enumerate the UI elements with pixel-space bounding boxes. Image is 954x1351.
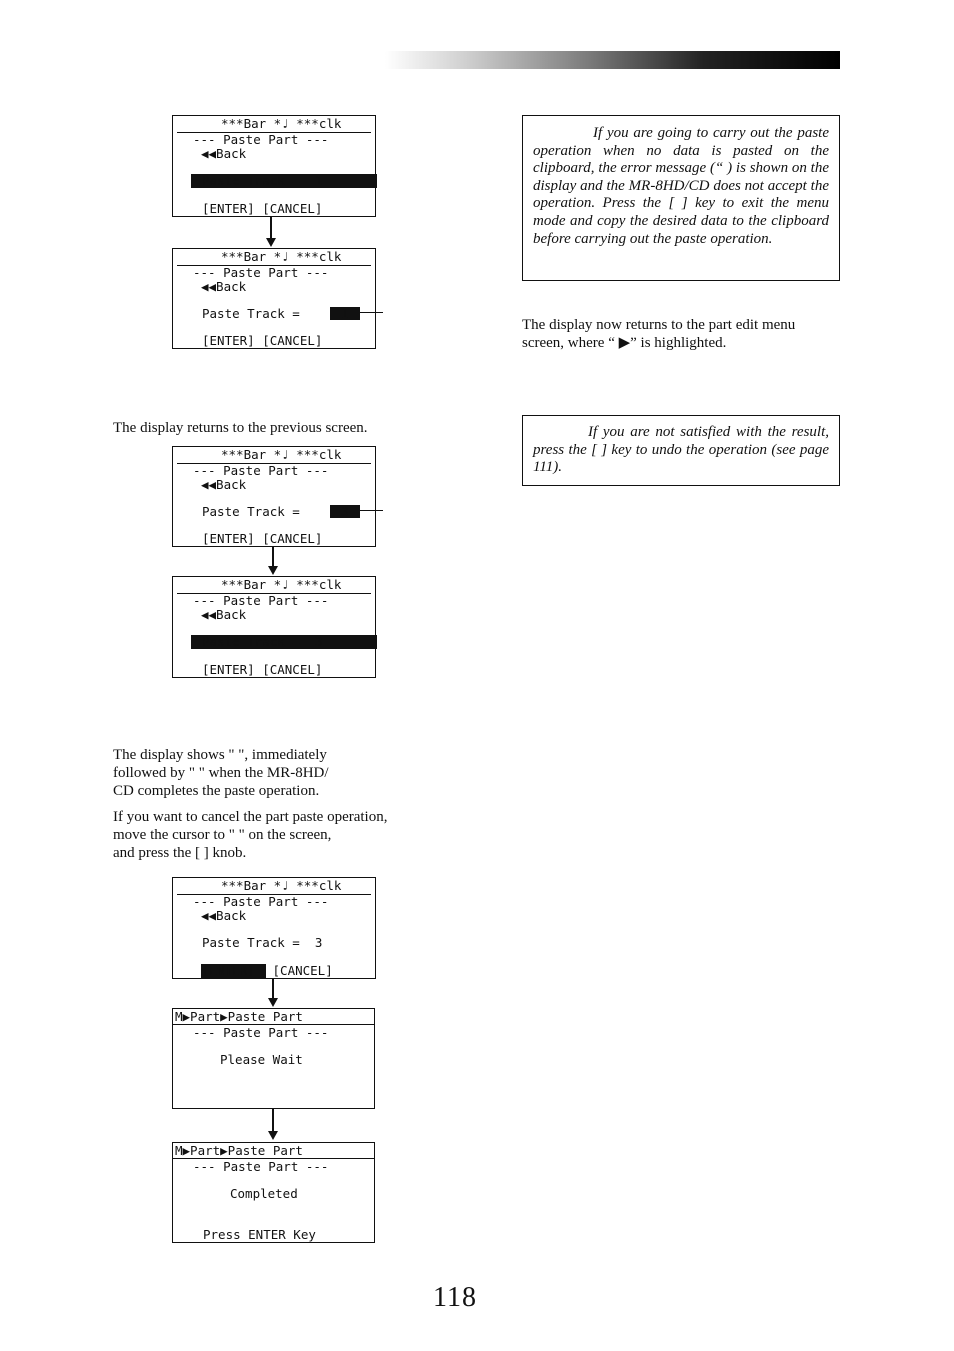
lcd-completed: Completed	[230, 1186, 298, 1201]
lcd-enter-button: [ENTER]	[202, 963, 255, 978]
flow-arrow-4	[272, 1109, 274, 1132]
lcd-status-line: ***Bar *♩ ***clk	[221, 447, 342, 462]
text-cancel-3: and press the [ ] knob.	[113, 845, 247, 861]
lcd-paste-track: Paste Track =	[202, 306, 308, 321]
lcd-track-value: 3	[341, 504, 349, 519]
text-shows-2: followed by " " when the MR-8HD/	[113, 765, 329, 781]
lcd-title: --- Paste Part ---	[193, 132, 329, 147]
lcd-screen-1	[172, 115, 376, 217]
lcd-buttons: [ENTER] [CANCEL]	[202, 201, 323, 216]
header-gradient-bar	[385, 51, 840, 69]
lcd-paste-track: Paste Track = 1	[202, 173, 323, 188]
lcd-screen-2	[172, 248, 376, 349]
lcd-screen-3	[172, 446, 376, 547]
lcd-back-item: ◀◀Back	[201, 279, 247, 294]
lcd-status-line: ***Bar *♩ ***clk	[221, 116, 342, 131]
lcd-back-item: ◀◀Back	[201, 146, 247, 161]
lcd-cancel-button: [CANCEL]	[265, 963, 333, 978]
note-box-clipboard: If you are going to carry out the paste operation when no data is pasted on the clipboard, the error message (“ ) is shown on the display and the MR-8HD/CD does not accept the operation. Press the [ ] key to exit the menu mode and copy the desired data to the clipboard before carrying out the paste operation.	[522, 115, 840, 281]
lcd-title: --- Paste Part ---	[193, 1025, 329, 1040]
lcd-status-line: M▶Part▶Paste Part	[175, 1009, 303, 1024]
text-returns-2: screen, where “ ▶” is highlighted.	[522, 335, 727, 351]
lcd-buttons: [ENTER] [CANCEL]	[202, 531, 323, 546]
lcd-paste-track: Paste Track =	[202, 504, 308, 519]
lcd-screen-6	[172, 1008, 375, 1109]
text-returns-1: The display now returns to the part edit menu	[522, 317, 796, 333]
lcd-back-item: ◀◀Back	[201, 607, 247, 622]
lcd-status-line: ***Bar *♩ ***clk	[221, 249, 342, 264]
text-cancel-1: If you want to cancel the part paste operation,	[113, 809, 388, 825]
lcd-buttons: [ENTER] [CANCEL]	[202, 662, 323, 677]
lcd-title: --- Paste Part ---	[193, 265, 329, 280]
flow-arrow-1	[270, 217, 272, 239]
text-shows-1: The display shows " ", immediately	[113, 747, 327, 763]
lcd-status-line: ***Bar *♩ ***clk	[221, 878, 342, 893]
lcd-press-enter: Press ENTER Key	[203, 1227, 316, 1242]
lcd-paste-track: Paste Track = 3	[202, 634, 323, 649]
note-box-undo: If you are not satisfied with the result, press the [ ] key to undo the operation (see page 111).	[522, 415, 840, 486]
lcd-title: --- Paste Part ---	[193, 1159, 329, 1174]
lcd-paste-track: Paste Track = 3	[202, 935, 323, 950]
text-returns-previous: The display returns to the previous screen.	[113, 420, 368, 436]
lcd-status-line: M▶Part▶Paste Part	[175, 1143, 303, 1158]
callout-line-1	[359, 312, 383, 313]
lcd-track-value: 1	[341, 306, 349, 321]
text-shows-3: CD completes the paste operation.	[113, 783, 320, 799]
lcd-title: --- Paste Part ---	[193, 593, 329, 608]
lcd-buttons: [ENTER] [CANCEL]	[202, 333, 323, 348]
page-number: 118	[433, 1282, 477, 1313]
lcd-title: --- Paste Part ---	[193, 463, 329, 478]
lcd-screen-4	[172, 576, 376, 678]
lcd-please-wait: Please Wait	[220, 1052, 303, 1067]
lcd-screen-5	[172, 877, 376, 979]
flow-arrow-2	[272, 547, 274, 567]
lcd-title: --- Paste Part ---	[193, 894, 329, 909]
lcd-back-item: ◀◀Back	[201, 908, 247, 923]
lcd-screen-7	[172, 1142, 375, 1243]
lcd-back-item: ◀◀Back	[201, 477, 247, 492]
text-cancel-2: move the cursor to " " on the screen,	[113, 827, 332, 843]
flow-arrow-3	[272, 979, 274, 999]
lcd-status-line: ***Bar *♩ ***clk	[221, 577, 342, 592]
callout-line-2	[359, 510, 383, 511]
